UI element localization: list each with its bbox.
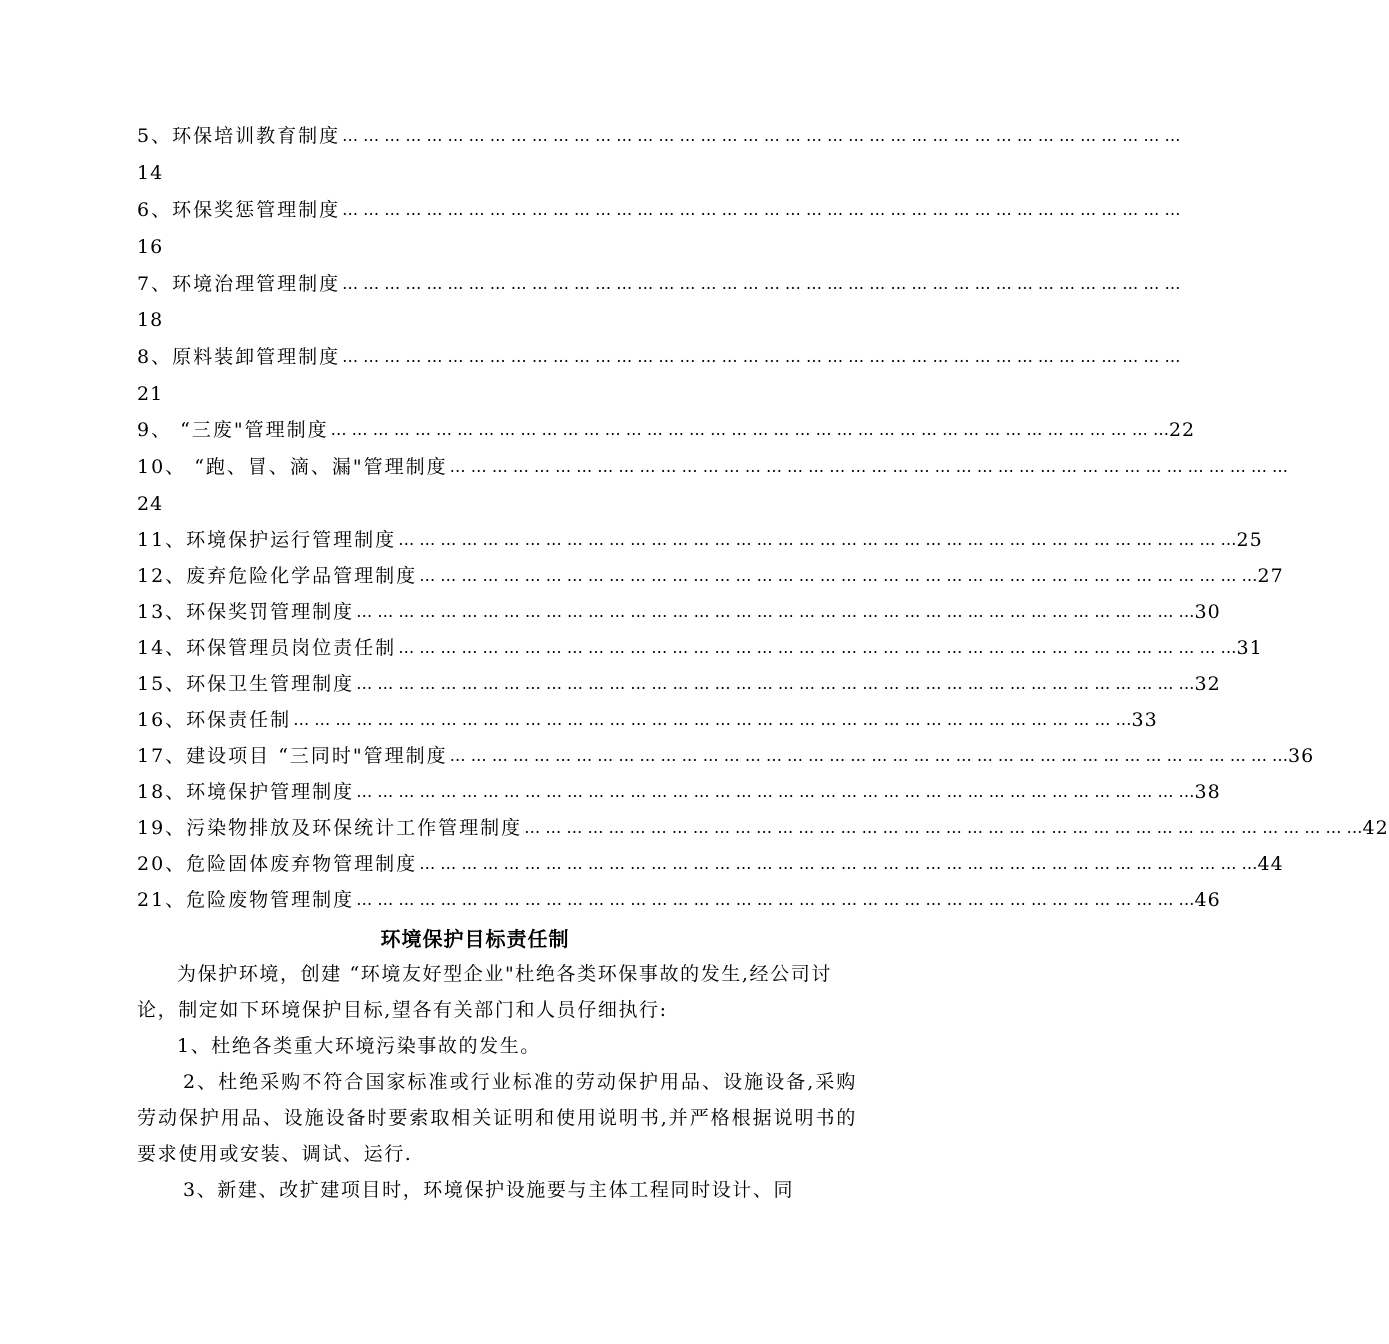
toc-leader: … … … … … … … … … … … … … … … … … … … … … … … … … … … … … … … … … … … … … … … … [524, 818, 1363, 837]
toc-entry-page: 33 [1131, 709, 1158, 731]
toc-entry[interactable] [137, 846, 1284, 882]
toc-entry-title: 11、环境保护运行管理制度 [137, 529, 397, 551]
toc-entry-title: 12、废弃危险化学品管理制度 [137, 565, 418, 587]
body-paragraph: 2、杜绝采购不符合国家标准或行业标准的劳动保护用品、设施设备,采购劳动保护用品、设施设备时要索取相关证明和使用说明书,并严格根据说明书的要求使用或安装、调试、运行. [137, 1071, 857, 1165]
toc-entry[interactable] [137, 558, 1284, 594]
toc-entry-title: 6、环保奖惩管理制度 [137, 199, 341, 221]
toc-entry-page: 31 [1236, 637, 1263, 659]
toc-entry-title: 15、环保卫生管理制度 [137, 673, 355, 695]
toc-entry-page: 38 [1194, 781, 1221, 803]
toc-leader: … … … … … … … … … … … … … … … … … … … … … … … … … … … … … … … … … … … … … … … … [293, 710, 1132, 729]
toc-leader: … … … … … … … … … … … … … … … … … … … … … … … … … … … … … … … … … … … … … … … … [342, 200, 1181, 219]
toc-entry-page: 36 [1288, 745, 1315, 767]
toc-entry-page: 46 [1194, 889, 1221, 911]
toc-entry-page: 18 [137, 309, 164, 331]
toc-entry-page: 16 [137, 236, 164, 258]
toc-entry[interactable] [137, 882, 1221, 918]
toc-entry-page: 30 [1194, 601, 1221, 623]
section-title: 环境保护目标责任制 [380, 927, 570, 951]
toc-leader: … … … … … … … … … … … … … … … … … … … … … … … … … … … … … … … … … … … … … … … … [342, 347, 1181, 366]
toc-leader: … … … … … … … … … … … … … … … … … … … … … … … … … … … … … … … … … … … … … … … … [449, 457, 1289, 476]
toc-entry-title: 16、环保责任制 [137, 709, 292, 731]
toc-leader: … … … … … … … … … … … … … … … … … … … … … … … … … … … … … … … … … … … … … … … … [398, 638, 1237, 657]
toc-entry-title: 9、 “三废"管理制度 [137, 419, 329, 441]
toc-entry[interactable] [137, 266, 1181, 302]
toc-entry[interactable] [137, 192, 1181, 228]
toc-entry-page: 42 [1362, 817, 1389, 839]
toc-entry-title: 5、环保培训教育制度 [137, 125, 341, 147]
toc-entry-page: 14 [137, 162, 164, 184]
toc-entry[interactable] [137, 810, 1389, 846]
toc-entry[interactable] [137, 522, 1263, 558]
toc-entry-title: 21、危险废物管理制度 [137, 889, 355, 911]
toc-leader: … … … … … … … … … … … … … … … … … … … … … … … … … … … … … … … … … … … … … … … … [342, 126, 1181, 145]
toc-leader: … … … … … … … … … … … … … … … … … … … … … … … … … … … … … … … … … … … … … … … … [356, 602, 1195, 621]
toc-entry-page: 21 [137, 383, 164, 405]
toc-entry[interactable] [137, 412, 1196, 448]
toc-entry-title: 8、原料装卸管理制度 [137, 346, 341, 368]
toc-entry-title: 19、污染物排放及环保统计工作管理制度 [137, 817, 523, 839]
toc-entry-title: 13、环保奖罚管理制度 [137, 601, 355, 623]
toc-entry[interactable] [137, 594, 1221, 630]
toc-entry[interactable] [137, 449, 1289, 485]
toc-entry-title: 20、危险固体废弃物管理制度 [137, 853, 418, 875]
toc-entry-page: 24 [137, 493, 164, 515]
body-paragraph: 3、新建、改扩建项目时，环境保护设施要与主体工程同时设计、同 [183, 1179, 795, 1201]
toc-entry-page: 27 [1257, 565, 1284, 587]
toc-leader: … … … … … … … … … … … … … … … … … … … … … … … … … … … … … … … … … … … … … … … … [419, 854, 1258, 873]
toc-entry-title: 7、环境治理管理制度 [137, 273, 341, 295]
toc-leader: … … … … … … … … … … … … … … … … … … … … … … … … … … … … … … … … … … … … … … … … [449, 746, 1289, 765]
toc-entry[interactable] [137, 118, 1181, 154]
toc-entry-page: 44 [1257, 853, 1284, 875]
toc-entry[interactable] [137, 630, 1263, 666]
toc-leader: … … … … … … … … … … … … … … … … … … … … … … … … … … … … … … … … … … … … … … … … [330, 420, 1169, 439]
toc-entry-page: 22 [1168, 419, 1196, 441]
toc-leader: … … … … … … … … … … … … … … … … … … … … … … … … … … … … … … … … … … … … … … … … [419, 566, 1258, 585]
toc-entry-page: 25 [1236, 529, 1263, 551]
toc-leader: … … … … … … … … … … … … … … … … … … … … … … … … … … … … … … … … … … … … … … … … [342, 274, 1181, 293]
body-paragraph: 1、杜绝各类重大环境污染事故的发生。 [177, 1035, 541, 1057]
toc-entry-title: 14、环保管理员岗位责任制 [137, 637, 397, 659]
toc-entry-title: 18、环境保护管理制度 [137, 781, 355, 803]
toc-entry[interactable] [137, 738, 1315, 774]
toc-leader: … … … … … … … … … … … … … … … … … … … … … … … … … … … … … … … … … … … … … … … … [356, 674, 1195, 693]
toc-entry[interactable] [137, 666, 1221, 702]
toc-leader: … … … … … … … … … … … … … … … … … … … … … … … … … … … … … … … … … … … … … … … … [398, 530, 1237, 549]
toc-entry[interactable] [137, 774, 1221, 810]
toc-leader: … … … … … … … … … … … … … … … … … … … … … … … … … … … … … … … … … … … … … … … … [356, 782, 1195, 801]
toc-entry[interactable] [137, 339, 1181, 375]
toc-entry-page: 32 [1194, 673, 1221, 695]
toc-leader: … … … … … … … … … … … … … … … … … … … … … … … … … … … … … … … … … … … … … … … … [356, 890, 1195, 909]
toc-entry-title: 17、建设项目 “三同时"管理制度 [137, 745, 448, 767]
toc-entry-title: 10、 “跑、冒、滴、漏"管理制度 [137, 456, 448, 478]
body-paragraph: 为保护环境，创建 “环境友好型企业"杜绝各类环保事故的发生,经公司讨论，制定如下环境保护目标,望各有关部门和人员仔细执行: [137, 963, 832, 1021]
toc-entry[interactable] [137, 702, 1158, 738]
